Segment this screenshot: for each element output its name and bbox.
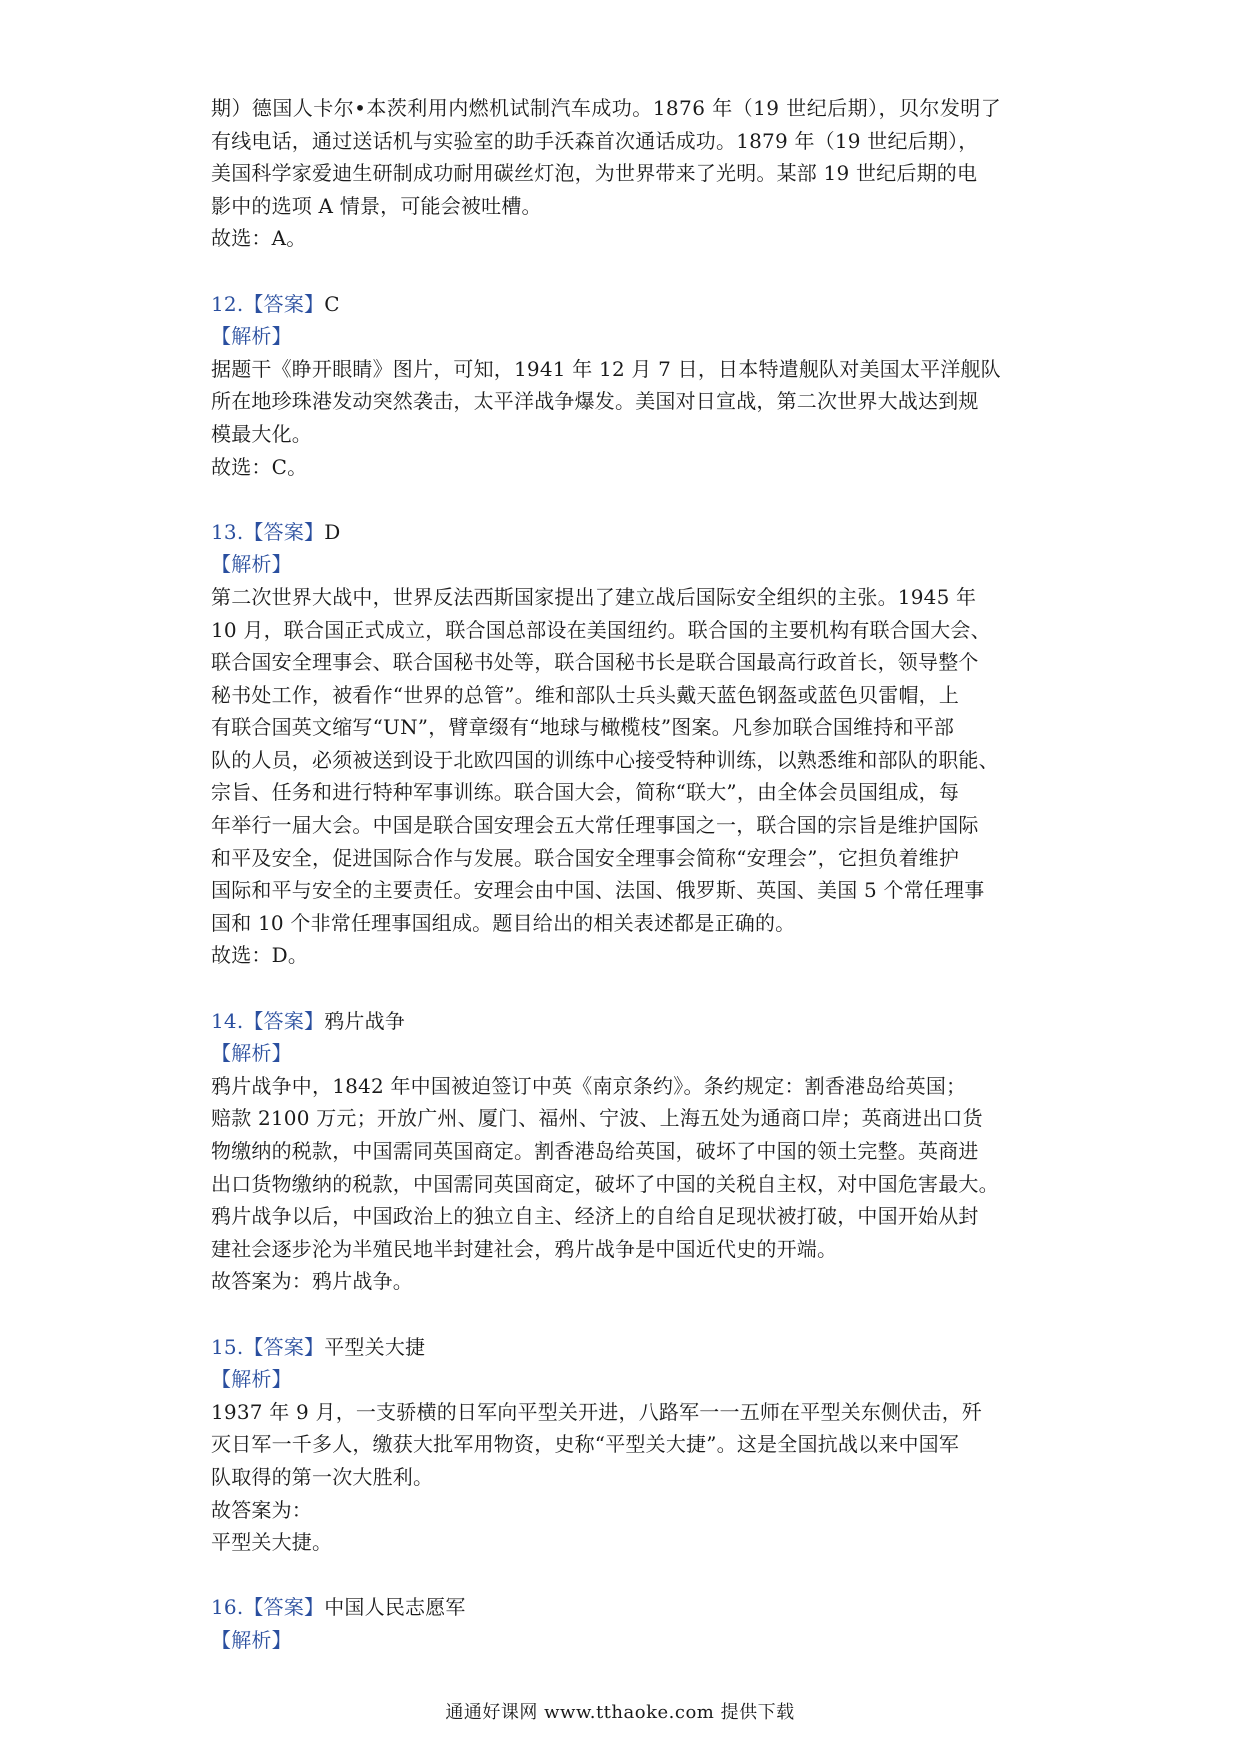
- answer-block-12: [211, 288, 1041, 484]
- spacer: [211, 255, 1041, 288]
- page-footer: 通通好课网 www.tthaoke.com 提供下载: [445, 1702, 795, 1723]
- question-number: 15.: [211, 1334, 244, 1359]
- question-number: 16.: [211, 1595, 244, 1620]
- analysis-tag: 【解析】: [211, 552, 292, 577]
- analysis-line: 10 月，联合国正式成立，联合国总部设在美国纽约。联合国的主要机构有联合国大会、: [211, 617, 991, 642]
- analysis-line: 有线电话，通过送话机与实验室的助手沃森首次通话成功。1879 年（19 世纪后期），: [211, 128, 979, 153]
- answer-heading: [211, 1005, 1041, 1038]
- prev-answer-analysis: [211, 92, 1041, 255]
- analysis-line: 所在地珍珠港发动突然袭击，太平洋战争爆发。美国对日宣战，第二次世界大战达到规: [211, 389, 979, 414]
- spacer: [211, 483, 1041, 516]
- analysis-line: 宗旨、任务和进行特种军事训练。联合国大会，简称“联大”，由全体会员国组成，每: [211, 780, 960, 805]
- analysis-line: 出口货物缴纳的税款，中国需同英国商定，破坏了中国的关税自主权，对中国危害最大。: [211, 1171, 999, 1196]
- conclusion-line: 故选：C。: [211, 454, 308, 479]
- analysis-line: 队取得的第一次大胜利。: [211, 1464, 434, 1489]
- spacer: [211, 972, 1041, 1005]
- analysis-line: 队的人员，必须被送到设于北欧四国的训练中心接受特种训练，以熟悉维和部队的职能、: [211, 747, 999, 772]
- conclusion-line: 故答案为：鸦片战争。: [211, 1269, 413, 1294]
- analysis-tag: 【解析】: [211, 1367, 292, 1392]
- analysis-line: 期）德国人卡尔•本茨利用内燃机试制汽车成功。1876 年（19 世纪后期），贝尔发明了: [211, 96, 1002, 120]
- analysis-tag: 【解析】: [211, 1627, 292, 1652]
- analysis-line: 鸦片战争中，1842 年中国被迫签订中英《南京条约》。条约规定：割香港岛给英国；: [211, 1073, 967, 1098]
- question-number: 14.: [211, 1008, 244, 1033]
- conclusion-line: 故选：D。: [211, 943, 309, 968]
- analysis-line: 影中的选项 A 情景，可能会被吐槽。: [211, 193, 542, 218]
- analysis-line: 据题干《睁开眼睛》图片，可知，1941 年 12 月 7 日，日本特遣舰队对美国太平洋舰队: [211, 356, 1001, 381]
- document-page: [211, 92, 1041, 1657]
- analysis-line: 模最大化。: [211, 421, 312, 446]
- analysis-line: 年举行一届大会。中国是联合国安理会五大常任理事国之一，联合国的宗旨是维护国际: [211, 813, 979, 838]
- answer-heading: [211, 1331, 1041, 1364]
- answer-tag: 【答案】: [243, 1334, 325, 1359]
- answer-value: 鸦片战争: [324, 1008, 406, 1033]
- analysis-tag: 【解析】: [211, 1041, 292, 1066]
- analysis-line: 1937 年 9 月，一支骄横的日军向平型关开进，八路军一一五师在平型关东侧伏击，歼: [211, 1399, 983, 1424]
- answer-value: 平型关大捷: [324, 1334, 426, 1359]
- analysis-line: 联合国安全理事会、联合国秘书处等，联合国秘书长是联合国最高行政首长，领导整个: [211, 650, 979, 675]
- answer-tag: 【答案】: [243, 1008, 325, 1033]
- analysis-line: 灭日军一千多人，缴获大批军用物资，史称“平型关大捷”。这是全国抗战以来中国军: [211, 1432, 960, 1457]
- analysis-tag: 【解析】: [211, 324, 292, 349]
- conclusion-line: 故答案为：: [211, 1497, 312, 1522]
- analysis-line: 赔款 2100 万元；开放广州、厦门、福州、宁波、上海五处为通商口岸；英商进出口货: [211, 1106, 983, 1131]
- analysis-line: 国和 10 个非常任理事国组成。题目给出的相关表述都是正确的。: [211, 910, 796, 935]
- answer-heading: [211, 1591, 1041, 1624]
- question-number: 12.: [211, 291, 244, 316]
- answer-block-16: [211, 1591, 1041, 1656]
- analysis-line: 有联合国英文缩写“UN”，臂章缀有“地球与橄榄枝”图案。凡参加联合国维持和平部: [211, 715, 955, 740]
- answer-tag: 【答案】: [243, 291, 325, 316]
- answer-tag: 【答案】: [243, 519, 325, 544]
- answer-heading: [211, 516, 1041, 549]
- spacer: [211, 1298, 1041, 1331]
- answer-block-13: [211, 516, 1041, 972]
- analysis-line: 秘书处工作，被看作“世界的总管”。维和部队士兵头戴天蓝色钢盔或蓝色贝雷帽，上: [211, 682, 960, 707]
- answer-value: C: [324, 291, 340, 316]
- analysis-line: 建社会逐步沦为半殖民地半封建社会，鸦片战争是中国近代史的开端。: [211, 1236, 838, 1261]
- answer-heading: [211, 288, 1041, 321]
- analysis-line: 鸦片战争以后，中国政治上的独立自主、经济上的自给自足现状被打破，中国开始从封: [211, 1204, 979, 1229]
- analysis-line: 和平及安全，促进国际合作与发展。联合国安全理事会简称“安理会”，它担负着维护: [211, 845, 960, 870]
- answer-value: 中国人民志愿军: [324, 1595, 466, 1620]
- conclusion-line: 平型关大捷。: [211, 1530, 333, 1555]
- answer-block-14: [211, 1005, 1041, 1298]
- answer-value: D: [324, 519, 341, 544]
- question-number: 13.: [211, 519, 244, 544]
- analysis-line: 物缴纳的税款，中国需同英国商定。割香港岛给英国，破坏了中国的领土完整。英商进: [211, 1139, 979, 1163]
- answer-block-15: [211, 1331, 1041, 1559]
- conclusion-line: 故选：A。: [211, 226, 307, 251]
- spacer: [211, 1559, 1041, 1592]
- analysis-line: 第二次世界大战中，世界反法西斯国家提出了建立战后国际安全组织的主张。1945 年: [211, 584, 977, 609]
- analysis-line: 国际和平与安全的主要责任。安理会由中国、法国、俄罗斯、英国、美国 5 个常任理事: [211, 878, 985, 903]
- analysis-line: 美国科学家爱迪生研制成功耐用碳丝灯泡，为世界带来了光明。某部 19 世纪后期的电: [211, 161, 978, 186]
- answer-tag: 【答案】: [243, 1595, 325, 1620]
